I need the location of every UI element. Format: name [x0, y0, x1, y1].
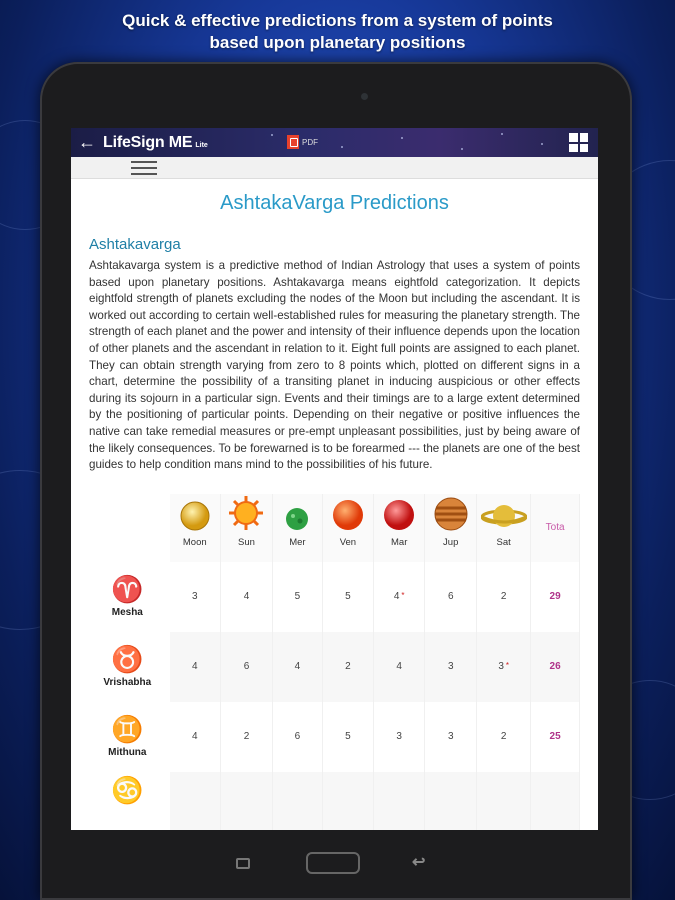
- saturn-icon: [481, 501, 527, 531]
- value-text: 3: [498, 661, 504, 673]
- total-cell: [531, 772, 580, 830]
- camera-icon: [361, 93, 368, 100]
- value-cell: 5: [322, 562, 373, 632]
- mark-star-icon: *: [401, 591, 405, 601]
- menu-bar: [71, 157, 598, 179]
- header-sun: [220, 494, 272, 562]
- value-cell: [273, 772, 323, 830]
- sign-cell: [85, 702, 170, 772]
- venus-icon: [332, 499, 364, 531]
- table-row: [85, 772, 580, 830]
- grid-menu-icon[interactable]: [569, 133, 588, 152]
- value-cell: 4: [220, 562, 272, 632]
- value-cell: 4: [374, 632, 425, 702]
- app-title: LifeSign ME: [103, 133, 193, 151]
- page-title: AshtakaVarga Predictions: [220, 192, 449, 214]
- description-text: Ashtakavarga system is a predictive method of Indian Astrology that uses a system of points based upon planetary positions. Ashtakavarga means eightfold categorization. It depicts eightfold strength of planets excluding the nodes of the Moon but including the ascendant. It is worked out according to certain well-established rules for measuring the planetary strength. The strength of each planet and the power and intensity of their influence depends upon the location of other planets and the ascendant in relation to it. Eight full points are assigned to each planet. They can obtain strength varying from zero to 8 points which, plotted on different signs in a chart, determine the possibility of a transiting planet in inducing auspicious or other effects during its sojourn in a particular sign. Events and their timings are to a large extent determined by the positioning of particular points. Depending on their negative or positive influences the native can take remedial measures or pre-empt unpleasant possibilities, just by being aware of the likely consequences. To be forewarned is to be forearmed --- the planets are one of the best guides to help condition mans mind to the possibilities of his future.: [89, 259, 580, 472]
- app-toolbar: [71, 128, 598, 157]
- planet-name-jupiter: Jup: [443, 536, 459, 548]
- value-cell: 2: [322, 632, 373, 702]
- pdf-icon: [287, 135, 299, 149]
- table-row: [85, 702, 580, 772]
- value-cell: [374, 772, 425, 830]
- value-cell: 6: [273, 702, 323, 772]
- promo-line-1: Quick & effective predictions from a system of points: [122, 11, 553, 30]
- value-cell: 4: [273, 632, 323, 702]
- sign-cell: [85, 562, 170, 632]
- mercury-icon: [285, 507, 309, 531]
- home-button-icon[interactable]: [306, 852, 360, 874]
- total-cell: 26: [531, 632, 580, 702]
- value-cell: [477, 772, 531, 830]
- app-screen: [71, 128, 598, 830]
- ashtakavarga-table: [85, 494, 580, 830]
- header-jupiter: [425, 494, 477, 562]
- header-mercury: [273, 494, 323, 562]
- value-cell: [220, 772, 272, 830]
- device-nav-bar: [40, 830, 632, 900]
- table-row: [85, 562, 580, 632]
- value-cell: 3: [425, 632, 477, 702]
- table-header-row: [85, 494, 580, 562]
- value-cell: 6: [425, 562, 477, 632]
- value-cell: 2: [220, 702, 272, 772]
- value-cell-marked: [374, 562, 425, 632]
- sign-cell: [85, 772, 170, 830]
- value-text: 4: [393, 591, 400, 603]
- promo-line-2: based upon planetary positions: [209, 33, 466, 52]
- sign-cell: [85, 632, 170, 702]
- moon-icon: [180, 501, 210, 531]
- planet-name-sun: Sun: [238, 536, 255, 548]
- cancer-icon: ♋: [111, 774, 144, 805]
- value-cell: [170, 772, 221, 830]
- header-mars: [374, 494, 425, 562]
- header-moon: [170, 494, 221, 562]
- app-edition: Lite: [195, 141, 208, 149]
- section-title: Ashtakavarga: [89, 236, 181, 253]
- value-cell: 5: [273, 562, 323, 632]
- main-content: [71, 192, 598, 830]
- planet-name-moon: Moon: [182, 536, 207, 548]
- pdf-button[interactable]: [287, 135, 318, 149]
- value-cell: 4: [170, 632, 221, 702]
- header-corner: [85, 494, 170, 562]
- taurus-icon: ♉: [111, 644, 144, 675]
- mark-star-icon: *: [505, 661, 509, 671]
- value-cell: [322, 772, 373, 830]
- planet-name-saturn: Sat: [496, 536, 511, 548]
- recent-apps-icon[interactable]: [236, 858, 250, 869]
- value-cell: 3: [170, 562, 221, 632]
- total-header: Tota: [545, 522, 565, 534]
- value-cell-marked: [477, 632, 531, 702]
- planet-name-mercury: Mer: [289, 536, 306, 548]
- sun-icon: [228, 495, 264, 531]
- sign-name: Mesha: [111, 607, 143, 619]
- value-cell: 2: [477, 702, 531, 772]
- promo-caption: [0, 10, 675, 54]
- planet-name-mars: Mar: [391, 536, 408, 548]
- header-total: [531, 494, 580, 562]
- header-venus: [322, 494, 373, 562]
- back-nav-icon[interactable]: ↩: [412, 854, 426, 871]
- back-arrow-icon[interactable]: ←: [78, 132, 96, 152]
- mars-icon: [383, 499, 415, 531]
- pdf-label: PDF: [302, 137, 318, 147]
- jupiter-icon: [434, 497, 468, 531]
- sign-name: Vrishabha: [103, 677, 152, 689]
- planet-name-venus: Ven: [339, 536, 357, 548]
- value-cell: 6: [220, 632, 272, 702]
- aries-icon: ♈: [111, 574, 144, 605]
- value-cell: 3: [374, 702, 425, 772]
- hamburger-menu-icon[interactable]: [131, 161, 157, 179]
- total-cell: 29: [531, 562, 580, 632]
- value-cell: 4: [170, 702, 221, 772]
- total-cell: 25: [531, 702, 580, 772]
- gemini-icon: ♊: [111, 714, 144, 745]
- header-saturn: [477, 494, 531, 562]
- table-row: [85, 632, 580, 702]
- value-cell: 5: [322, 702, 373, 772]
- value-cell: [425, 772, 477, 830]
- sign-name: Mithuna: [108, 747, 147, 759]
- value-cell: 2: [477, 562, 531, 632]
- value-cell: 3: [425, 702, 477, 772]
